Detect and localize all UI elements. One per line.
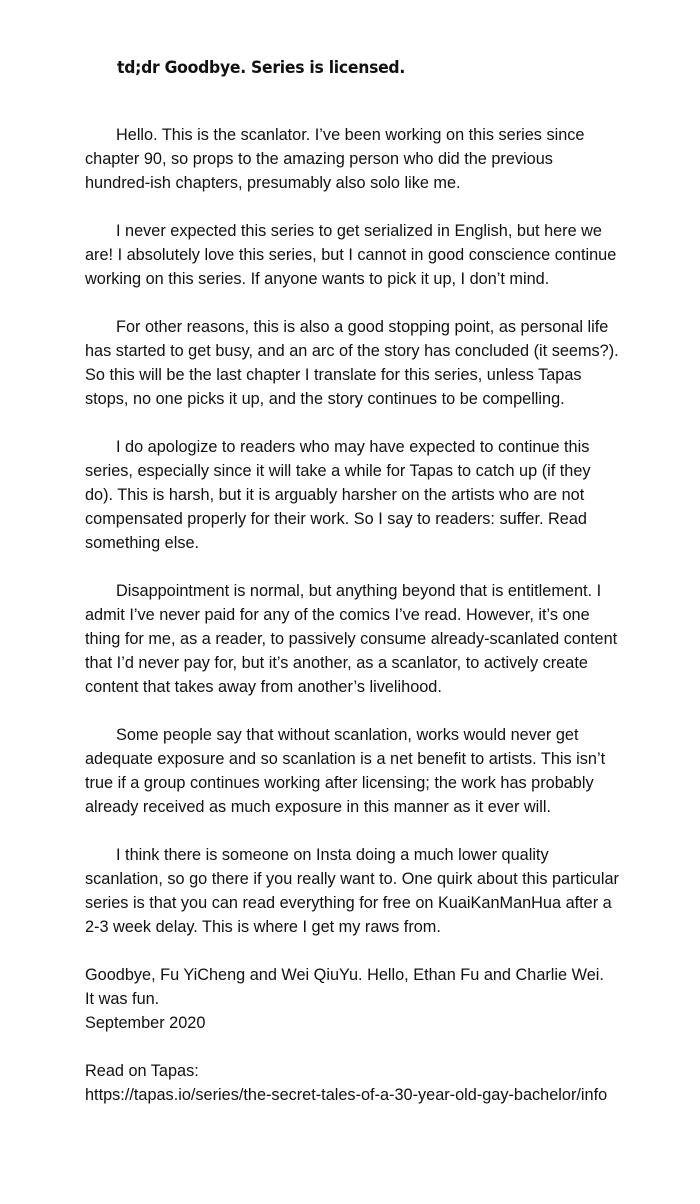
page-title: td;dr Goodbye. Series is licensed. <box>117 58 406 78</box>
tapas-link-paragraph <box>85 1059 645 1107</box>
paragraph <box>85 723 645 819</box>
paragraph <box>85 435 645 555</box>
text-line: Disappointment is normal, but anything beyond that is entitlement. I <box>116 582 602 600</box>
text-line: do). This is harsh, but it is arguably harsher on the artists who are not <box>85 486 585 504</box>
text-line: Goodbye, Fu YiCheng and Wei QiuYu. Hello, Ethan Fu and Charlie Wei. <box>85 966 604 984</box>
text-line: https://tapas.io/series/the-secret-tales-of-a-30-year-old-gay-bachelor/info <box>85 1086 608 1104</box>
text-line: already received as much exposure in this manner as it ever will. <box>85 798 552 816</box>
text-line: compensated properly for their work. So I say to readers: suffer. Read <box>85 510 587 528</box>
text-line: Hello. This is the scanlator. I’ve been working on this series since <box>116 126 585 144</box>
letter-body <box>85 123 645 1131</box>
text-line: thing for me, as a reader, to passively consume already-scanlated content <box>85 630 618 648</box>
paragraph <box>85 219 645 291</box>
text-line: For other reasons, this is also a good stopping point, as personal life <box>116 318 609 336</box>
text-line: So this will be the last chapter I translate for this series, unless Tapas <box>85 366 582 384</box>
text-line: I do apologize to readers who may have expected to continue this <box>116 438 590 456</box>
paragraph <box>85 123 645 195</box>
text-line: scanlation, so go there if you really want to. One quirk about this particular <box>85 870 619 888</box>
text-line: It was fun. <box>85 990 160 1008</box>
text-line: true if a group continues working after licensing; the work has probably <box>85 774 594 792</box>
paragraph <box>85 315 645 411</box>
text-line: stops, no one picks it up, and the story continues to be compelling. <box>85 390 565 408</box>
text-line: September 2020 <box>85 1014 206 1032</box>
paragraph <box>85 579 645 699</box>
text-line: series is that you can read everything for free on KuaiKanManHua after a <box>85 894 612 912</box>
text-line: admit I’ve never paid for any of the comics I’ve read. However, it’s one <box>85 606 590 624</box>
text-line: I think there is someone on Insta doing a much lower quality <box>116 846 549 864</box>
text-line: I never expected this series to get serialized in English, but here we <box>116 222 602 240</box>
text-line: working on this series. If anyone wants to pick it up, I don’t mind. <box>85 270 550 288</box>
text-line: hundred-ish chapters, presumably also solo like me. <box>85 174 461 192</box>
text-line: that I’d never pay for, but it’s another, as a scanlator, to actively create <box>85 654 588 672</box>
text-line: are! I absolutely love this series, but I cannot in good conscience continue <box>85 246 617 264</box>
text-line: has started to get busy, and an arc of the story has concluded (it seems?). <box>85 342 619 360</box>
text-line: content that takes away from another’s livelihood. <box>85 678 442 696</box>
text-line: 2-3 week delay. This is where I get my raws from. <box>85 918 441 936</box>
paragraph <box>85 843 645 939</box>
text-line: Some people say that without scanlation, works would never get <box>116 726 579 744</box>
text-line: something else. <box>85 534 200 552</box>
text-line: Read on Tapas: <box>85 1062 199 1080</box>
text-line: chapter 90, so props to the amazing person who did the previous <box>85 150 553 168</box>
paragraph <box>85 963 645 1035</box>
text-line: series, especially since it will take a while for Tapas to catch up (if they <box>85 462 591 480</box>
text-line: adequate exposure and so scanlation is a net benefit to artists. This isn’t <box>85 750 606 768</box>
